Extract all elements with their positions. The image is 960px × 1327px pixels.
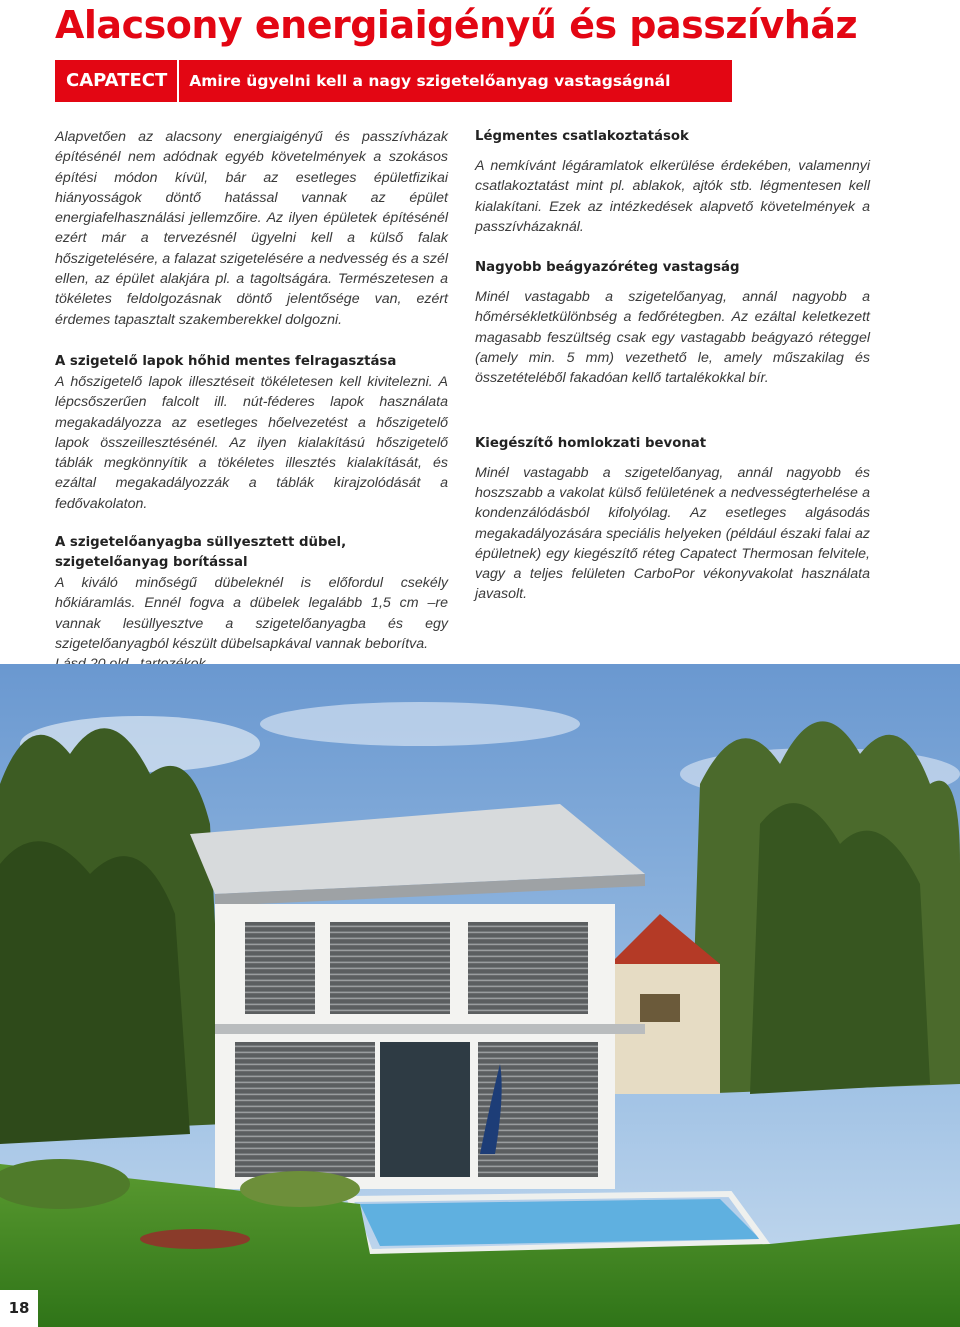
brand-label: CAPATECT [66, 70, 168, 91]
section-text-facade-coating: Minél vastagabb a szigetelőanyag, annál nagyobb és hoszszabb a vakolat külső felületének a nedvességterhelése a kondenzálódásból kifolyólag. Az esetleges algásodás megakadályozására speciális helyeken (például északi falai az épületnek) egy kiegészítő réteg Capatect Thermosan felvitele, vagy a teljes felületen CarboPor vékonyvakolat használata javasolt. [475, 464, 870, 603]
section-text-airtight: A nemkívánt légáramlatok elkerülése érdekében, valamennyi csatlakoztatást mint pl. ablakok, ajtók stb. légmentesen kell kialakítani. Ezek az intézkedések alapvető követelmények a passzívházaknál. [475, 158, 870, 235]
section-heading-airtight: Légmentes csatlakoztatások [475, 129, 689, 144]
section-text-dowel: A kiváló minőségű dübeleknél is előfordul csekély hőkiáramlás. Ennél fogva a dübelek legalább 1,5 cm –re vannak lesüllyesztve a szigetelőanyagba és egy szigetelőanyagból készült dübelsapkával vannak beborítva. [55, 575, 448, 652]
passive-house-photo [0, 664, 960, 1327]
section-heading-dowel: A szigetelőanyagba süllyesztett dübel, szigetelőanyag borítással [55, 535, 347, 571]
left-column [55, 127, 448, 675]
header-banner [55, 60, 732, 102]
section-heading-facade-coating: Kiegészítő homlokzati bevonat [475, 435, 707, 451]
page-number: 18 [0, 1290, 38, 1327]
section-heading-embedding-layer: Nagyobb beágyazóréteg vastagság [475, 260, 740, 276]
page-title: Alacsony energiaigényű és passzívház [55, 3, 858, 47]
right-column [475, 127, 870, 605]
section-text-heat-bridge: A hőszigetelő lapok illesztéseit tökéletesen kell kivitelezni. A lépcsőszerűen falcolt ill. nút-féderes lapok használata megakadályozza az esetleges hőelvezetést a hőszigetelő lapok összeillesztésénél. Az ilyen kialakítású hőszigetelő táblák megkönnyítik a tökéletes illesztés kialakítását, és ezáltal megakadályozzák a táblák kirajzolódását a fedővakolaton. [55, 373, 448, 512]
banner-subtitle: Amire ügyelni kell a nagy szigetelőanyag vastagságnál [189, 72, 671, 90]
section-text-embedding-layer: Minél vastagabb a szigetelőanyag, annál nagyobb a hőmérsékletkülönbség a fedőrétegben. Az ezáltal keletkezett magasabb feszültség csak egy vastagabb beágyazó réteggel (amely min. 5 mm) vezethető le, amely műszakilag és összetételéből fakadóan kellő tartalékokkal bír. [475, 289, 870, 387]
intro-paragraph: Alapvetően az alacsony energiaigényű és passzívházak építésénél nem adódnak egyéb követelmények a szokásos építési módon kívül, bár az esetleges épületfizikai hiányosságok döntő hatással vannak az épület energiafelhasználási jellemzőire. Az ilyen épületek építésénél ezért már a tervezésnél ügyelni kell a külső falak hőszigetelésére, a falazat szigetelésére a nedvesség és a szél ellen, az épület alakjára pl. a tagoltságára. Természetesen a tökéletes feldolgozásnak döntő jelentősége van, ezért érdemes tapasztalt szakemberekkel dolgozni. [55, 129, 448, 328]
section-heading-heat-bridge: A szigetelő lapok hőhid mentes felragasztása [55, 353, 397, 369]
